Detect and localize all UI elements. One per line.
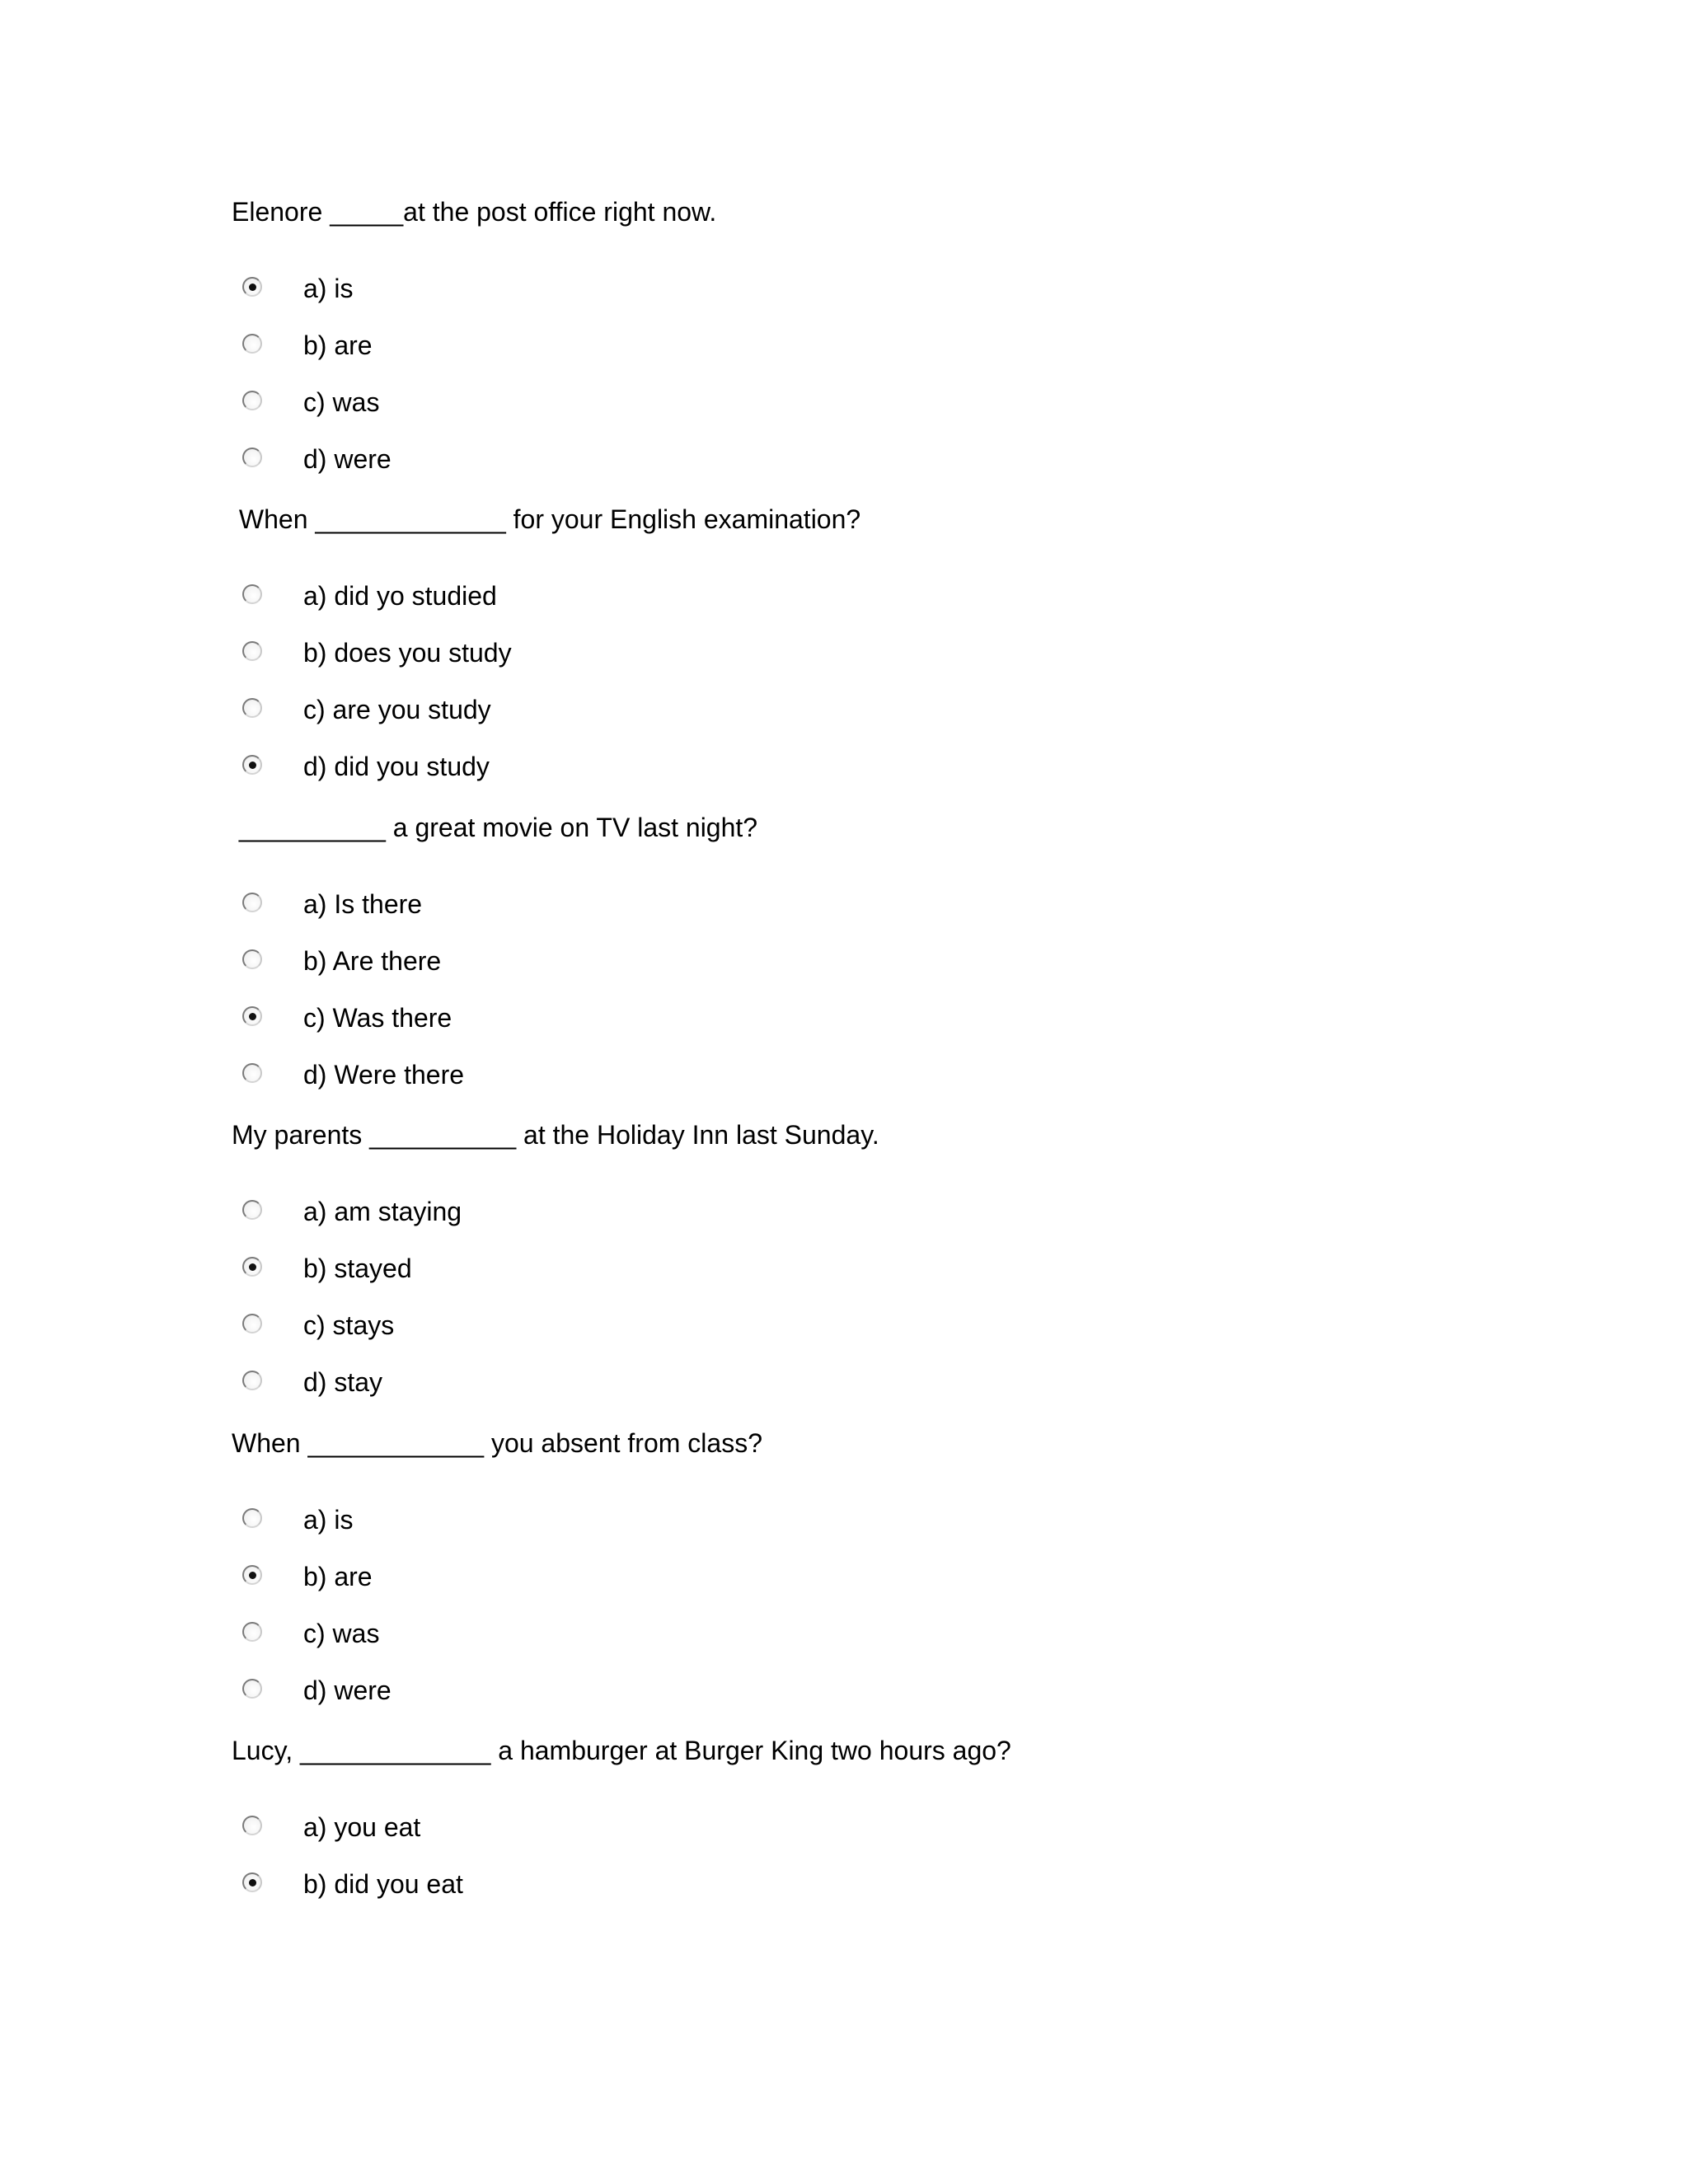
option-label: c) stays bbox=[303, 1310, 395, 1340]
question-1-option-b[interactable] bbox=[242, 329, 984, 367]
question-4-option-a[interactable] bbox=[242, 1195, 984, 1233]
question-3-text: __________ a great movie on TV last night? bbox=[232, 813, 758, 842]
question-4-option-d[interactable] bbox=[242, 1366, 984, 1404]
option-label: a) am staying bbox=[303, 1197, 462, 1226]
option-label: d) did you study bbox=[303, 752, 490, 781]
question-6-text: Lucy, _____________ a hamburger at Burger King two hours ago? bbox=[232, 1736, 1011, 1765]
radio-button-checked-icon[interactable] bbox=[242, 277, 262, 297]
question-6-option-a[interactable] bbox=[242, 1811, 984, 1849]
radio-button-icon[interactable] bbox=[242, 391, 262, 410]
radio-button-checked-icon[interactable] bbox=[242, 1872, 262, 1892]
option-label: d) were bbox=[303, 444, 392, 474]
radio-button-icon[interactable] bbox=[242, 1200, 262, 1220]
question-2-option-b[interactable] bbox=[242, 636, 984, 674]
option-label: c) Was there bbox=[303, 1003, 452, 1033]
option-label: d) were bbox=[303, 1675, 392, 1705]
question-3-option-b[interactable] bbox=[242, 944, 984, 982]
radio-button-icon[interactable] bbox=[242, 448, 262, 467]
radio-button-checked-icon[interactable] bbox=[242, 1006, 262, 1026]
question-6-option-b[interactable] bbox=[242, 1868, 984, 1905]
radio-button-icon[interactable] bbox=[242, 1622, 262, 1642]
question-2-text: When _____________ for your English examination? bbox=[232, 504, 861, 534]
question-2-option-c[interactable] bbox=[242, 693, 984, 731]
question-5-option-d[interactable] bbox=[242, 1674, 984, 1712]
radio-button-icon[interactable] bbox=[242, 949, 262, 969]
option-label: a) did yo studied bbox=[303, 581, 497, 611]
question-4-text: My parents __________ at the Holiday Inn last Sunday. bbox=[232, 1120, 879, 1150]
question-5-option-a[interactable] bbox=[242, 1503, 984, 1541]
question-3-option-d[interactable] bbox=[242, 1058, 984, 1096]
option-label: a) is bbox=[303, 274, 354, 303]
question-3-option-c[interactable] bbox=[242, 1001, 984, 1039]
option-label: c) was bbox=[303, 387, 380, 417]
radio-button-icon[interactable] bbox=[242, 1371, 262, 1390]
radio-button-icon[interactable] bbox=[242, 1679, 262, 1699]
radio-button-icon[interactable] bbox=[242, 1063, 262, 1083]
option-label: c) was bbox=[303, 1619, 380, 1648]
radio-button-icon[interactable] bbox=[242, 641, 262, 661]
option-label: b) did you eat bbox=[303, 1869, 463, 1899]
question-3-option-a[interactable] bbox=[242, 888, 984, 926]
option-label: b) are bbox=[303, 330, 373, 360]
question-1-text: Elenore _____at the post office right now. bbox=[232, 197, 717, 227]
option-label: c) are you study bbox=[303, 695, 491, 724]
radio-button-icon[interactable] bbox=[242, 1816, 262, 1835]
question-1-option-d[interactable] bbox=[242, 443, 984, 480]
option-label: d) Were there bbox=[303, 1060, 465, 1090]
question-5-text: When ____________ you absent from class? bbox=[232, 1428, 762, 1458]
radio-button-icon[interactable] bbox=[242, 1508, 262, 1528]
option-label: a) Is there bbox=[303, 889, 423, 919]
radio-button-icon[interactable] bbox=[242, 893, 262, 912]
option-label: b) Are there bbox=[303, 946, 442, 976]
option-label: d) stay bbox=[303, 1367, 383, 1397]
option-label: a) is bbox=[303, 1505, 354, 1535]
radio-button-checked-icon[interactable] bbox=[242, 755, 262, 775]
radio-button-checked-icon[interactable] bbox=[242, 1257, 262, 1277]
option-label: b) stayed bbox=[303, 1254, 412, 1283]
radio-button-icon[interactable] bbox=[242, 1314, 262, 1333]
question-1-option-c[interactable] bbox=[242, 386, 984, 424]
option-label: b) does you study bbox=[303, 638, 512, 668]
question-2-option-d[interactable] bbox=[242, 750, 984, 788]
question-2-option-a[interactable] bbox=[242, 579, 984, 617]
option-label: a) you eat bbox=[303, 1812, 421, 1842]
question-5-option-b[interactable] bbox=[242, 1560, 984, 1598]
question-4-option-b[interactable] bbox=[242, 1252, 984, 1290]
radio-button-checked-icon[interactable] bbox=[242, 1565, 262, 1585]
radio-button-icon[interactable] bbox=[242, 334, 262, 354]
option-label: b) are bbox=[303, 1562, 373, 1591]
question-4-option-c[interactable] bbox=[242, 1309, 984, 1347]
radio-button-icon[interactable] bbox=[242, 698, 262, 718]
radio-button-icon[interactable] bbox=[242, 584, 262, 604]
question-5-option-c[interactable] bbox=[242, 1617, 984, 1655]
question-1-option-a[interactable] bbox=[242, 272, 984, 310]
